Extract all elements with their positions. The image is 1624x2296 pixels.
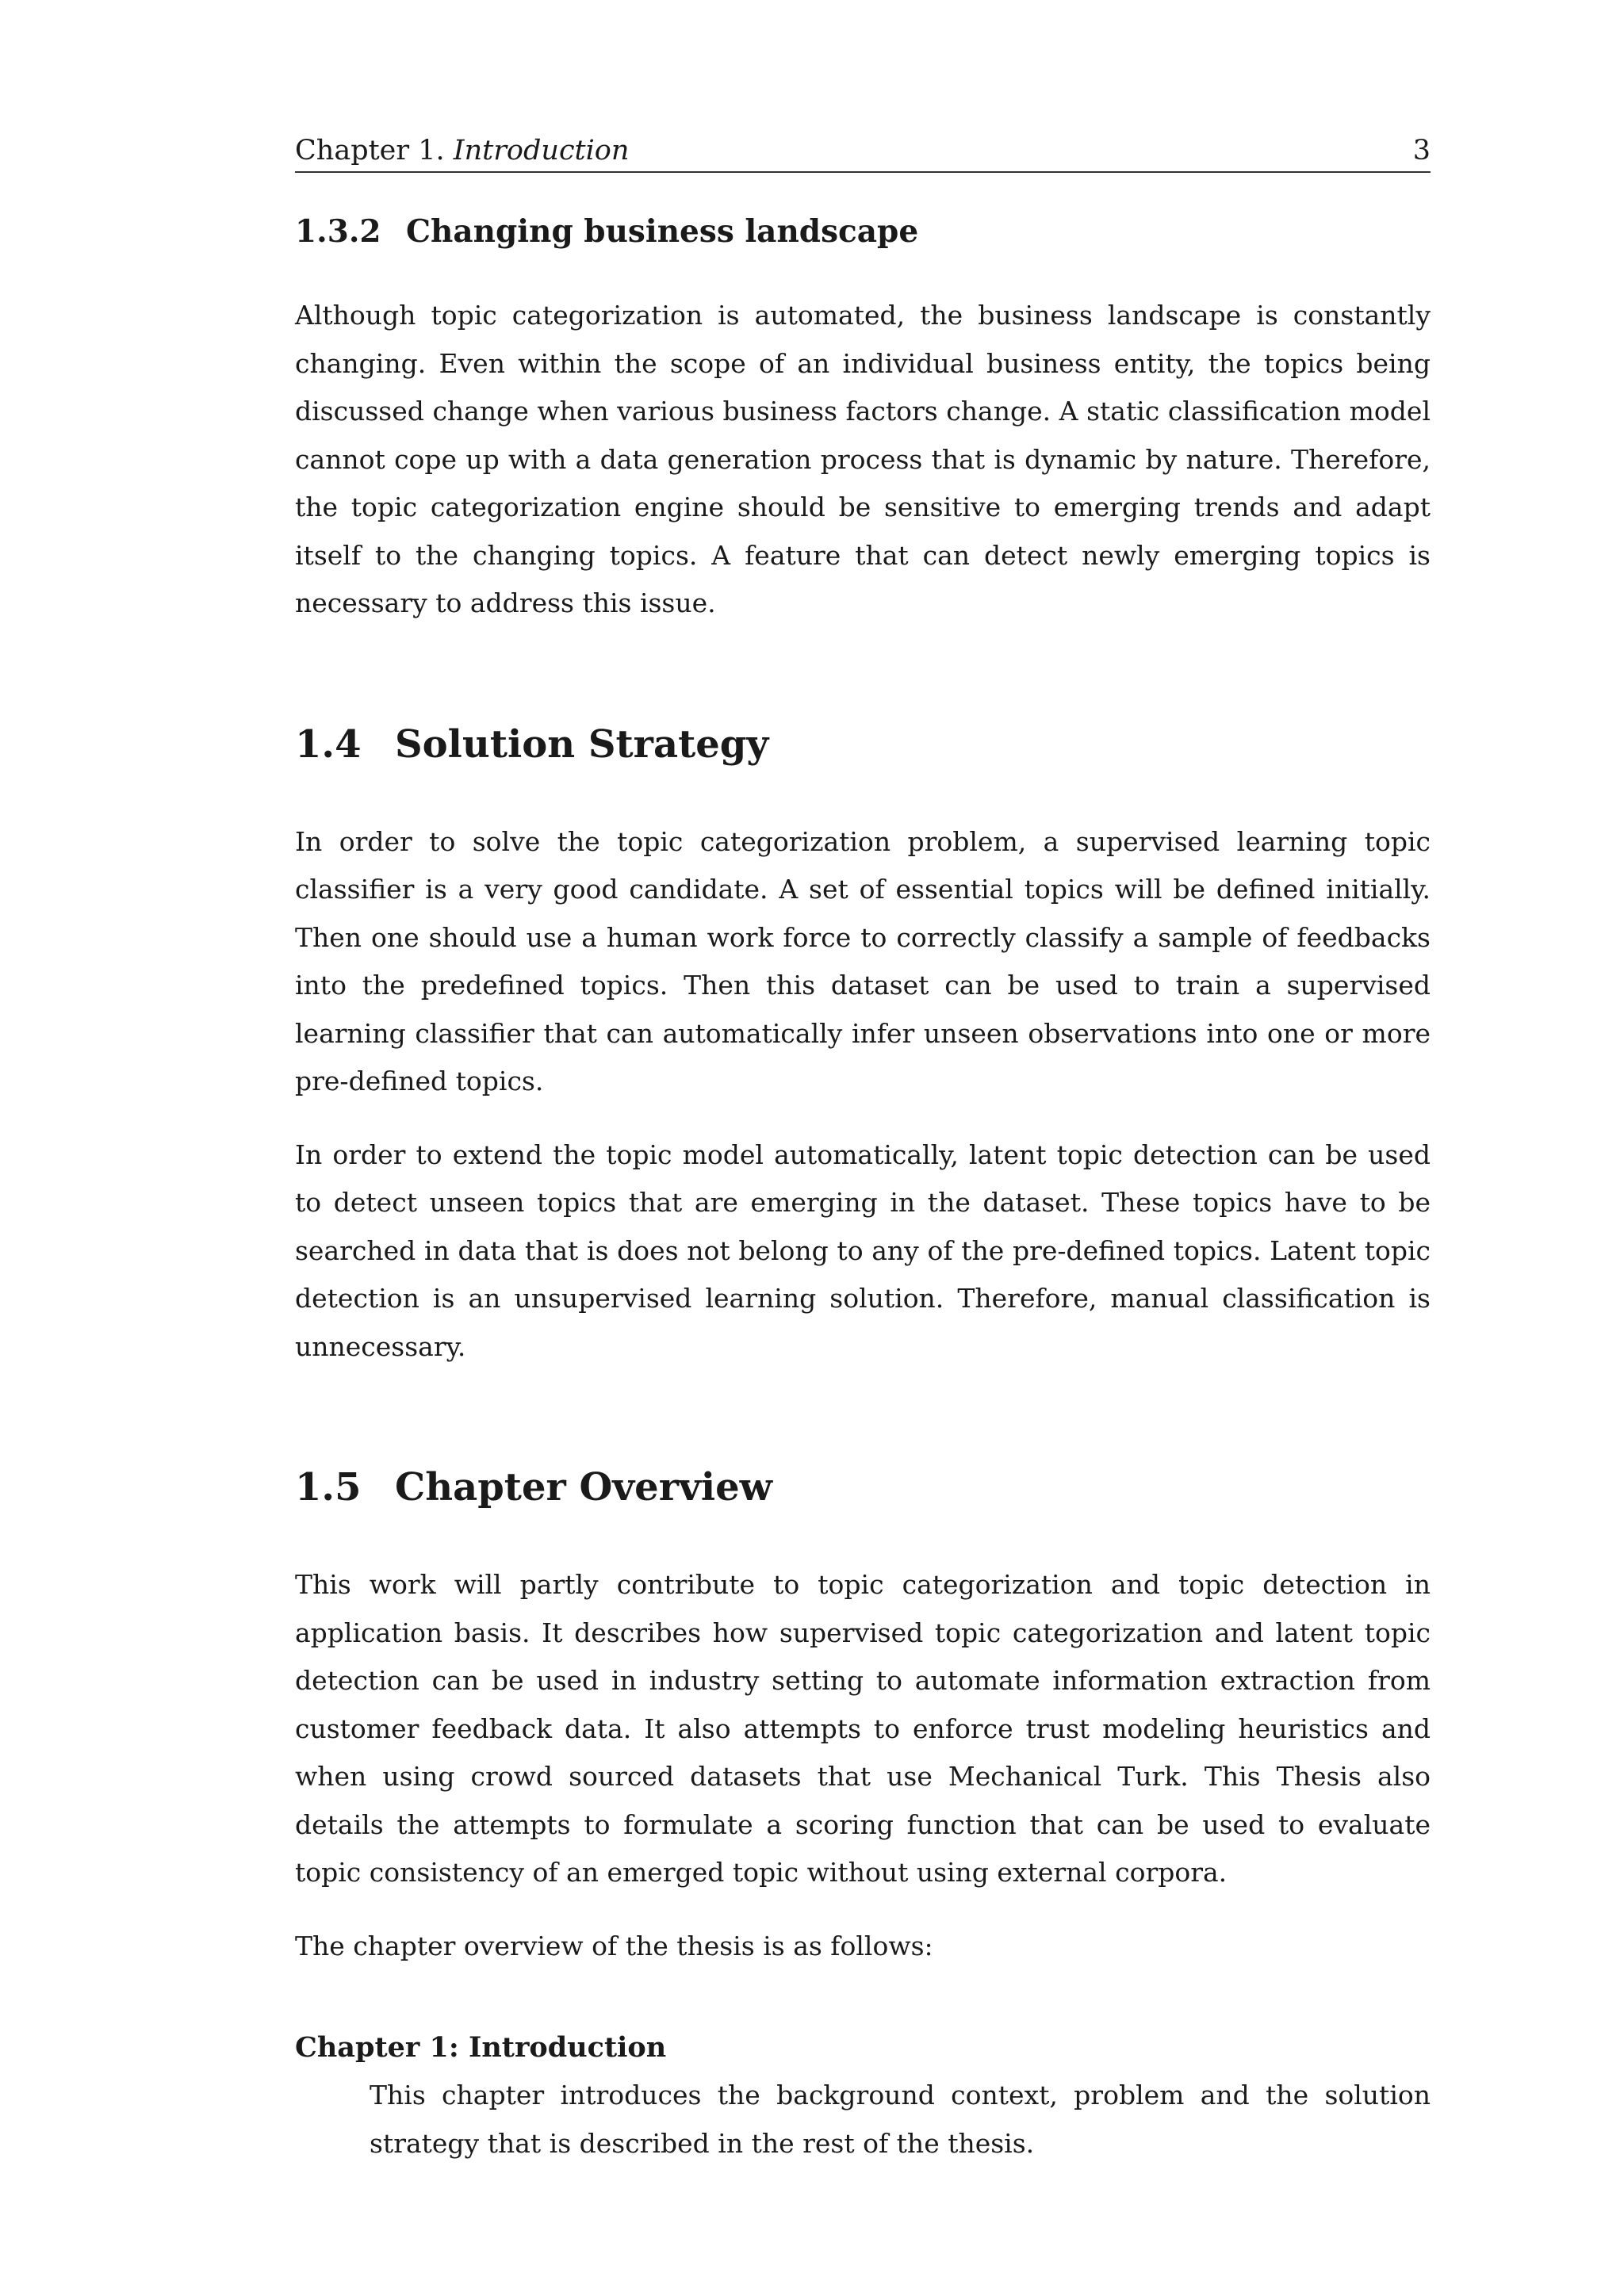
section-spacer	[295, 1371, 1431, 1460]
section-title: Chapter Overview	[395, 1465, 772, 1510]
paragraph-chapter-overview-2: The chapter overview of the thesis is as follows:	[295, 1930, 933, 1961]
page-content	[295, 130, 1431, 2168]
running-header-chapter-prefix: Chapter 1.	[295, 135, 445, 166]
overview-item-description: This chapter introduces the background context, problem and the solution strategy that is described in the rest of the thesis.	[370, 2080, 1431, 2159]
section-heading-1-5	[295, 1460, 1431, 1515]
section-number: 1.5	[295, 1465, 362, 1510]
paragraph-chapter-overview-1: This work will partly contribute to topic categorization and topic detection in application basis. It describes how supervised topic categorization and latent topic detection can be used in industry setting to automate information extraction from customer feedback data. It also attempts to enforce trust modeling heuristics and when using crowd sourced datasets that use Mechanical Turk. This Thesis also details the attempts to formulate a scoring function that can be used to evaluate topic consistency of an emerged topic without using external corpora.	[295, 1569, 1431, 1888]
running-header-chapter	[295, 130, 629, 171]
section-spacer	[295, 628, 1431, 717]
page-number: 3	[1412, 135, 1431, 166]
overview-list-item	[295, 2024, 1431, 2168]
paragraph-business-landscape: Although topic categorization is automated, the business landscape is constantly changing. Even within the scope of an individual business entity, the topics being discussed change when various business factors change. A static classification model cannot cope up with a data generation process that is dynamic by nature. Therefore, the topic categorization engine should be sensitive to emerging trends and adapt itself to the changing topics. A feature that can detect newly emerging topics is necessary to address this issue.	[295, 300, 1431, 618]
list-spacer	[295, 1970, 1431, 2024]
paragraph-solution-strategy-1: In order to solve the topic categorization problem, a supervised learning topic classifier is a very good candidate. A set of essential topics will be defined initially. Then one should use a human work force to correctly classify a sample of feedbacks into the predefined topics. Then this dataset can be used to train a supervised learning classifier that can automatically infer unseen observations into one or more pre-defined topics.	[295, 825, 1431, 1096]
section-number: 1.4	[295, 721, 362, 767]
section-title: Solution Strategy	[395, 721, 769, 767]
running-header-chapter-title: Introduction	[453, 135, 630, 166]
overview-item-title: Chapter 1: Introduction	[295, 2031, 667, 2064]
overview-list	[295, 2024, 1431, 2168]
running-header	[295, 130, 1431, 173]
paragraph-spacer	[295, 1106, 1431, 1131]
paragraph-solution-strategy-2: In order to extend the topic model automatically, latent topic detection can be used to detect unseen topics that are emerging in the dataset. These topics have to be searched in data that is does not belong to any of the pre-defined topics. Latent topic detection is an unsupervised learning solution. Therefore, manual classification is unnecessary.	[295, 1138, 1431, 1362]
subsection-heading-1-3-2	[295, 208, 1431, 255]
subsection-number: 1.3.2	[295, 213, 381, 250]
subsection-title: Changing business landscape	[406, 213, 919, 250]
paragraph-spacer	[295, 1897, 1431, 1923]
section-heading-1-4	[295, 717, 1431, 772]
